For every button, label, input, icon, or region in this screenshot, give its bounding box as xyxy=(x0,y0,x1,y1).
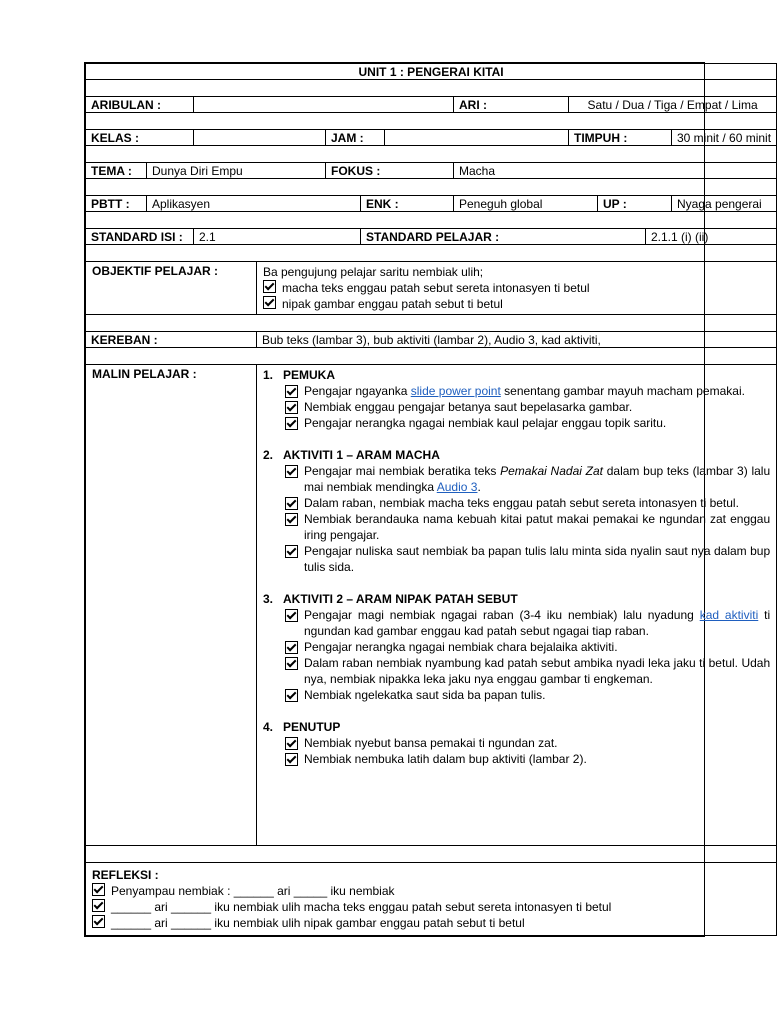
checked-box-icon xyxy=(285,689,298,702)
refleksi-item: Penyampau nembiak : ______ ari _____ iku nembiak xyxy=(92,883,770,899)
standard-pelajar-label: STANDARD PELAJAR : xyxy=(361,229,646,245)
list-item: Pengajar magi nembiak ngagai raban (3-4 iku nembiak) lalu nyadung kad aktiviti ti ngundan kad gambar enggau kad patah sebut ngagai tiap raban. xyxy=(285,607,770,639)
list-item: Pengajar mai nembiak beratika teks Pemakai Nadai Zat dalam bup teks (lambar 3) lalu mai nembiak mendingka Audio 3. xyxy=(285,463,770,495)
enk-label: ENK : xyxy=(361,196,454,212)
up-value: Nyaga pengerai xyxy=(672,196,777,212)
objektif-content xyxy=(257,262,777,315)
objektif-item: nipak gambar enggau patah sebut ti betul xyxy=(263,296,770,312)
checked-box-icon xyxy=(263,280,276,293)
checked-box-icon xyxy=(285,737,298,750)
section-aktiviti1-title: 2. AKTIVITI 1 – ARAM MACHA xyxy=(263,448,440,462)
ari-value: Satu / Dua / Tiga / Empat / Lima xyxy=(569,97,777,113)
list-item: Pengajar nerangka ngagai nembiak chara bejalaika aktiviti. xyxy=(285,639,770,655)
up-label: UP : xyxy=(598,196,672,212)
section-penutup-title: 4. PENUTUP xyxy=(263,720,341,734)
list-item: Dalam raban nembiak nyambung kad patah sebut ambika nyadi leka jaku ti betul. Udah nya, nembiak nipakka leka jaku nya enggau gambar ti engkeman. xyxy=(285,655,770,687)
checked-box-icon[interactable] xyxy=(92,883,105,896)
timpuh-label: TIMPUH : xyxy=(569,130,672,146)
lesson-plan-sheet xyxy=(84,62,772,937)
kelas-value[interactable] xyxy=(194,130,326,146)
checked-box-icon xyxy=(285,545,298,558)
malin-content xyxy=(257,365,777,846)
checked-box-icon xyxy=(285,513,298,526)
checked-box-icon xyxy=(285,657,298,670)
fokus-label: FOKUS : xyxy=(326,163,454,179)
kelas-label: KELAS : xyxy=(86,130,194,146)
list-item: Dalam raban, nembiak macha teks enggau patah sebut sereta intonasyen ti betul. xyxy=(285,495,770,511)
list-item: Nembiak berandauka nama kebuah kitai patut makai pemakai ke ngundan zat enggau iring pengajar. xyxy=(285,511,770,543)
aribulan-value[interactable] xyxy=(194,97,454,113)
refleksi-item: ______ ari ______ iku nembiak ulih nipak gambar enggau patah sebut ti betul xyxy=(92,915,770,931)
checked-box-icon xyxy=(285,385,298,398)
list-item: Pengajar nerangka ngagai nembiak kaul pelajar enggau topik saritu. xyxy=(285,415,770,431)
checked-box-icon xyxy=(285,465,298,478)
kereban-value: Bub teks (lambar 3), bub aktiviti (lambar 2), Audio 3, kad aktiviti, xyxy=(257,332,777,348)
jam-label: JAM : xyxy=(326,130,385,146)
list-item: Nembiak ngelekatka saut sida ba papan tulis. xyxy=(285,687,770,703)
list-item: Nembiak nyebut bansa pemakai ti ngundan zat. xyxy=(285,735,770,751)
pbtt-label: PBTT : xyxy=(86,196,147,212)
enk-value: Peneguh global xyxy=(454,196,598,212)
kad-aktiviti-link[interactable]: kad aktiviti xyxy=(699,608,759,622)
objektif-item: macha teks enggau patah sebut sereta intonasyen ti betul xyxy=(263,280,770,296)
checked-box-icon xyxy=(285,609,298,622)
checked-box-icon xyxy=(285,401,298,414)
standard-isi-label: STANDARD ISI : xyxy=(86,229,194,245)
checked-box-icon xyxy=(263,296,276,309)
ari-label: ARI : xyxy=(454,97,569,113)
list-item: Pengajar nuliska saut nembiak ba papan tulis lalu minta sida nyalin saut nya dalam bup tulis sida. xyxy=(285,543,770,575)
section-aktiviti2-steps xyxy=(263,607,770,703)
refleksi-section xyxy=(86,863,777,936)
checked-box-icon xyxy=(285,753,298,766)
refleksi-label: REFLEKSI : xyxy=(92,868,159,882)
list-item: Pengajar ngayanka slide power point senentang gambar mayuh macham pemakai. xyxy=(285,383,770,399)
section-aktiviti2-title: 3. AKTIVITI 2 – ARAM NIPAK PATAH SEBUT xyxy=(263,592,518,606)
section-pemuka-title: 1. PEMUKA xyxy=(263,368,336,382)
lesson-plan-table xyxy=(85,63,777,936)
slide-power-point-link[interactable]: slide power point xyxy=(410,384,501,398)
kereban-label: KEREBAN : xyxy=(86,332,257,348)
section-aktiviti1-steps xyxy=(263,463,770,575)
checked-box-icon[interactable] xyxy=(92,899,105,912)
refleksi-item: ______ ari ______ iku nembiak ulih macha teks enggau patah sebut sereta intonasyen ti betul xyxy=(92,899,770,915)
tema-label: TEMA : xyxy=(86,163,147,179)
checked-box-icon xyxy=(285,497,298,510)
fokus-value: Macha xyxy=(454,163,777,179)
checked-box-icon xyxy=(285,641,298,654)
unit-title: UNIT 1 : PENGERAI KITAI xyxy=(86,64,777,80)
section-pemuka-steps xyxy=(263,383,770,431)
standard-isi-value: 2.1 xyxy=(194,229,361,245)
list-item: Nembiak enggau pengajar betanya saut bepelasarka gambar. xyxy=(285,399,770,415)
objektif-label: OBJEKTIF PELAJAR : xyxy=(86,262,257,315)
checked-box-icon[interactable] xyxy=(92,915,105,928)
aribulan-label: ARIBULAN : xyxy=(86,97,194,113)
standard-pelajar-value: 2.1.1 (i) (ii) xyxy=(646,229,777,245)
list-item: Nembiak nembuka latih dalam bup aktiviti (lambar 2). xyxy=(285,751,770,767)
malin-label: MALIN PELAJAR : xyxy=(86,365,257,846)
checked-box-icon xyxy=(285,417,298,430)
jam-value[interactable] xyxy=(385,130,569,146)
tema-value: Dunya Diri Empu xyxy=(147,163,326,179)
audio-3-link[interactable]: Audio 3 xyxy=(436,480,478,494)
timpuh-value: 30 minit / 60 minit xyxy=(672,130,777,146)
pbtt-value: Aplikasyen xyxy=(147,196,361,212)
objektif-intro: Ba pengujung pelajar saritu nembiak ulih; xyxy=(263,265,484,279)
section-penutup-steps xyxy=(263,735,770,767)
